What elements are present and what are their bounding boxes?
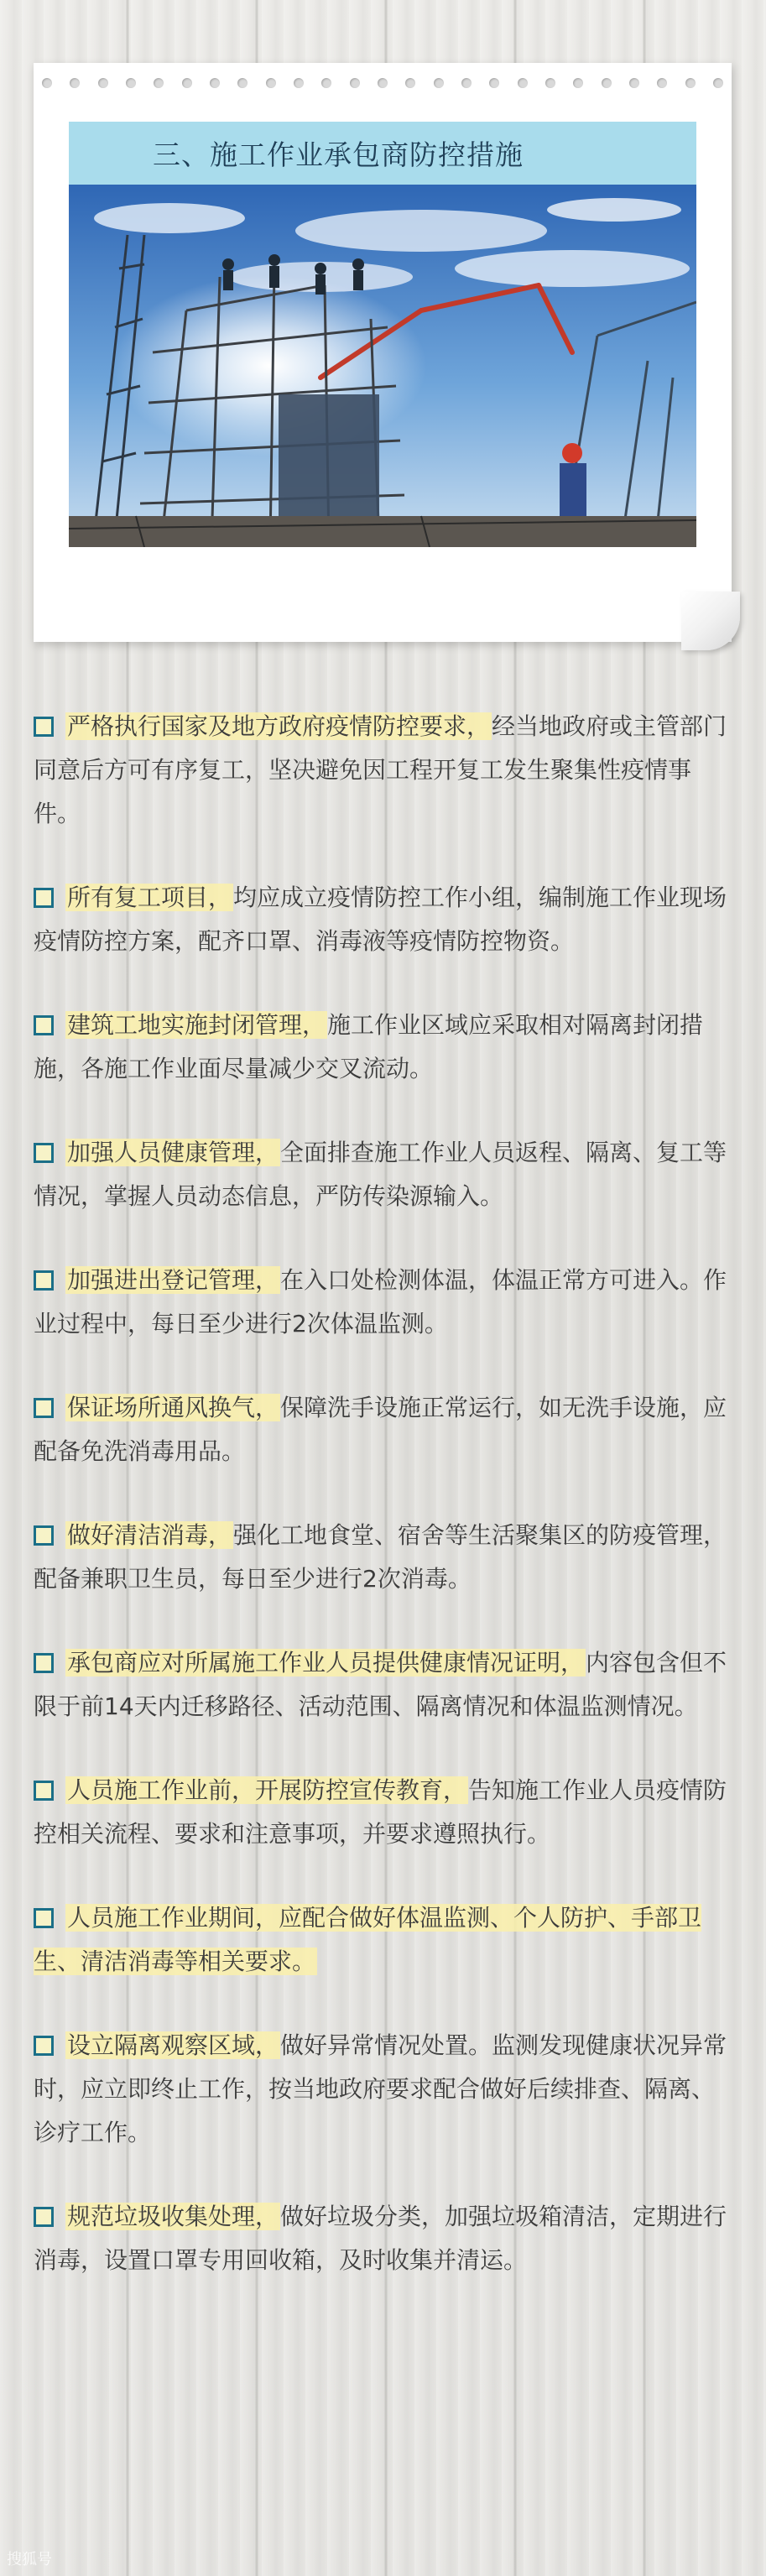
binder-hole <box>98 78 108 88</box>
measure-highlight: 设立隔离观察区域， <box>67 2031 279 2059</box>
list-item <box>34 1769 730 1856</box>
list-item <box>34 1514 730 1601</box>
binder-hole <box>378 78 388 88</box>
measure-text: 内容包含但不限于前14天内迁移路径、活动范围、隔离情况和体温监测情况。 <box>34 1649 727 1720</box>
list-item <box>34 2024 730 2155</box>
checkbox-icon <box>34 1525 54 1546</box>
checkbox-icon <box>34 1143 54 1163</box>
binder-hole <box>182 78 192 88</box>
binder-hole <box>713 78 723 88</box>
checkbox-icon <box>34 2207 54 2227</box>
measure-text: 施工作业区域应采取相对隔离封闭措施，各施工作业面尽量减少交叉流动。 <box>34 1011 704 1082</box>
measure-highlight: 所有复工项目， <box>67 884 232 911</box>
measure-text: 做好异常情况处置。监测发现健康状况异常时，应立即终止工作，按当地政府要求配合做好后续排查、隔离、诊疗工作。 <box>34 2031 727 2146</box>
checkbox-icon <box>34 888 54 908</box>
measure-text: 均应成立疫情防控工作小组，编制施工作业现场疫情防控方案，配齐口罩、消毒液等疫情防控物资。 <box>34 884 727 955</box>
binder-hole <box>629 78 639 88</box>
checkbox-icon <box>34 1653 54 1673</box>
binder-hole <box>210 78 220 88</box>
measure-highlight: 严格执行国家及地方政府疫情防控要求， <box>67 712 491 740</box>
title-card <box>34 63 732 642</box>
binder-hole <box>573 78 583 88</box>
construction-site-photo <box>69 185 696 547</box>
binder-hole <box>545 78 555 88</box>
binder-hole <box>70 78 80 88</box>
binder-hole <box>518 78 528 88</box>
binder-hole <box>434 78 444 88</box>
measure-text: 在入口处检测体温，体温正常方可进入。作业过程中，每日至少进行2次体温监测。 <box>34 1266 727 1338</box>
binder-hole <box>405 78 415 88</box>
binder-hole <box>657 78 667 88</box>
checkbox-icon <box>34 1781 54 1801</box>
binder-hole <box>489 78 499 88</box>
binder-hole <box>321 78 331 88</box>
binder-hole <box>154 78 164 88</box>
measure-highlight: 规范垃圾收集处理， <box>67 2203 279 2230</box>
checkbox-icon <box>34 1398 54 1418</box>
binder-hole <box>461 78 472 88</box>
measure-text: 强化工地食堂、宿舍等生活聚集区的防疫管理，配备兼职卫生员，每日至少进行2次消毒。 <box>34 1521 727 1593</box>
measure-highlight: 加强人员健康管理， <box>67 1139 279 1166</box>
list-item <box>34 1131 730 1218</box>
list-item <box>34 1386 730 1473</box>
page-curl <box>681 592 740 650</box>
measures-list <box>34 705 730 2282</box>
watermark: 搜狐号 <box>7 2551 52 2568</box>
page-title: 三、施工作业承包商防控措施 <box>153 138 524 171</box>
list-item <box>34 1896 730 1984</box>
list-item <box>34 705 730 836</box>
binder-hole <box>602 78 612 88</box>
list-item <box>34 1641 730 1729</box>
binder-hole <box>126 78 136 88</box>
measure-text: 保障洗手设施正常运行，如无洗手设施，应配备免洗消毒用品。 <box>34 1394 727 1465</box>
measure-highlight: 承包商应对所属施工作业人员提供健康情况证明， <box>67 1649 585 1676</box>
binder-hole <box>42 78 52 88</box>
checkbox-icon <box>34 2036 54 2056</box>
binder-hole <box>266 78 276 88</box>
measure-highlight: 建筑工地实施封闭管理， <box>67 1011 326 1039</box>
binder-hole <box>237 78 248 88</box>
binder-hole <box>350 78 360 88</box>
checkbox-icon <box>34 1015 54 1035</box>
measure-text: 经当地政府或主管部门同意后方可有序复工，坚决避免因工程开复工发生聚集性疫情事件。 <box>34 712 727 827</box>
measure-text: 全面排查施工作业人员返程、隔离、复工等情况，掌握人员动态信息，严防传染源输入。 <box>34 1139 727 1210</box>
measure-text: 做好垃圾分类，加强垃圾箱清洁，定期进行消毒，设置口罩专用回收箱，及时收集并清运。 <box>34 2203 727 2274</box>
title-band <box>69 122 696 185</box>
measure-highlight: 人员施工作业期间，应配合做好体温监测、个人防护、手部卫生、清洁消毒等相关要求。 <box>34 1904 702 1975</box>
checkbox-icon <box>34 717 54 737</box>
binder-hole <box>294 78 304 88</box>
measure-text: 告知施工作业人员疫情防控相关流程、要求和注意事项，并要求遵照执行。 <box>34 1776 727 1848</box>
list-item <box>34 876 730 963</box>
measure-highlight: 保证场所通风换气， <box>67 1394 279 1421</box>
binder-hole <box>685 78 696 88</box>
binder-holes <box>42 78 723 90</box>
list-item <box>34 2195 730 2282</box>
list-item <box>34 1004 730 1091</box>
measure-highlight: 加强进出登记管理， <box>67 1266 279 1294</box>
checkbox-icon <box>34 1270 54 1291</box>
measure-highlight: 人员施工作业前，开展防控宣传教育， <box>67 1776 467 1804</box>
checkbox-icon <box>34 1908 54 1928</box>
measure-highlight: 做好清洁消毒， <box>67 1521 232 1549</box>
list-item <box>34 1259 730 1346</box>
